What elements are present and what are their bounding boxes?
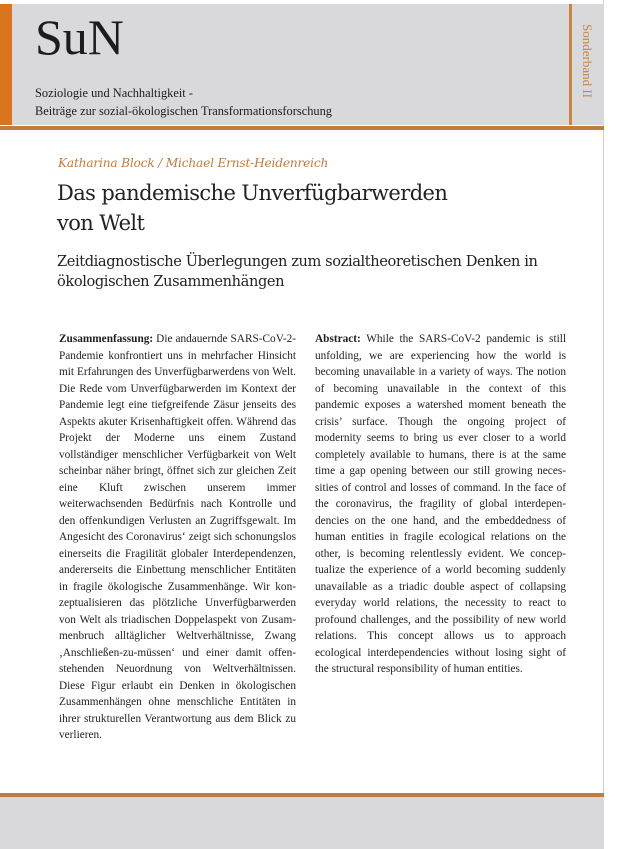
volume-label: Sonderband II [580, 24, 595, 99]
article-subtitle-line-1: Zeitdiagnostische Überlegungen zum sozialtheoretischen Denken in [57, 253, 538, 270]
header-divider [569, 4, 572, 125]
abstract-english-text: While the SARS-CoV-2 pandemic is still unfolding, we are experiencing how the world is becoming unavailable in a variety of ways. The notion of becoming unavailable in the context of this pandemic exposes a watershed moment beneath the crisis’ surface. Though the ongoing project of modernity seems to bring us ever closer to a world completely available to humans, there is at the same time a gap opening between our still growing necessities of control and losses of command. In the face of the coronavirus, the fragility of global interdependencies on the one hand, and the embeddedness of human entities in fragile ecological relations on the other, is becoming relentlessly evident. We conceptualize the experience of a world becoming suddenly unavailable as a triadic double aspect of collapsing everyday world relations, the necessity to react to profound challenges, and the possibility of new world relations. This concept allows us to approach ecological interdependencies without losing sight of the structural responsibility of human entities. [315, 333, 566, 675]
abstract-german-text: Die andauernde SARS-CoV-2-Pandemie konfrontiert uns in mehrfacher Hinsicht mit Erfahrungen des Unverfügbarwerdens von Welt. Die Rede vom Unverfügbarwerden im Kontext der Pandemie legt eine tiefgreifende Zäsur jenseits des Aspekts akuter Krisenhaftigkeit offen. Während das Projekt der Moderne uns einem Zustand vollständiger menschlicher Verfügbarkeit von Welt scheinbar näher bringt, öffnet sich zur gleichen Zeit eine Kluft zwischen unserem immer weiterwachsenden Bedürfnis nach Kontrolle und den offenkundigen Verlusten an Zugriffsgewalt. Im Angesicht des Coronavirus‘ zeigt sich schonungslos einerseits die Fragilität globaler Interdependenzen, andererseits die Einbettung menschlicher Entitäten in fragile ökologische Zusammenhänge. Wir konzeptualisieren das plötzliche Unverfügbarwerden von Welt als triadischen Doppelaspekt von Zusammenbruch alltäglicher Weltverhältnisse, Zwang ‚Anschließen-zu-müssen‘ und einer damit offenstehenden Neuordnung von Weltverhältnissen. Diese Figur erlaubt ein Denken in ökologischen Zusammenhängen ohne menschliche Entitäten in ihrer strukturellen Verantwortung aus dem Blick zu verlieren. [59, 333, 296, 741]
page-footer [0, 797, 604, 849]
journal-subtitle-line-2: Beiträge zur sozial-ökologischen Transformationsforschung [35, 104, 332, 118]
header-rule [0, 126, 604, 130]
abstract-english [315, 331, 566, 678]
journal-header [0, 4, 604, 125]
journal-subtitle [35, 84, 332, 120]
article-title-line-1: Das pandemische Unverfügbarwerden [57, 181, 448, 205]
article-subtitle [57, 252, 577, 291]
article-title [57, 178, 577, 238]
abstract-german [59, 331, 296, 744]
page-right-edge [603, 0, 617, 849]
article-subtitle-line-2: ökologischen Zusammenhängen [57, 272, 285, 290]
journal-logo: SuN [35, 9, 124, 65]
article-title-line-2: von Welt [57, 211, 145, 235]
abstract-english-label: Abstract: [315, 333, 361, 345]
header-accent-bar [0, 4, 12, 125]
journal-subtitle-line-1: Soziologie und Nachhaltigkeit - [35, 86, 193, 100]
article-authors: Katharina Block / Michael Ernst-Heidenreich [58, 156, 329, 170]
abstract-german-label: Zusammenfassung: [59, 333, 154, 345]
